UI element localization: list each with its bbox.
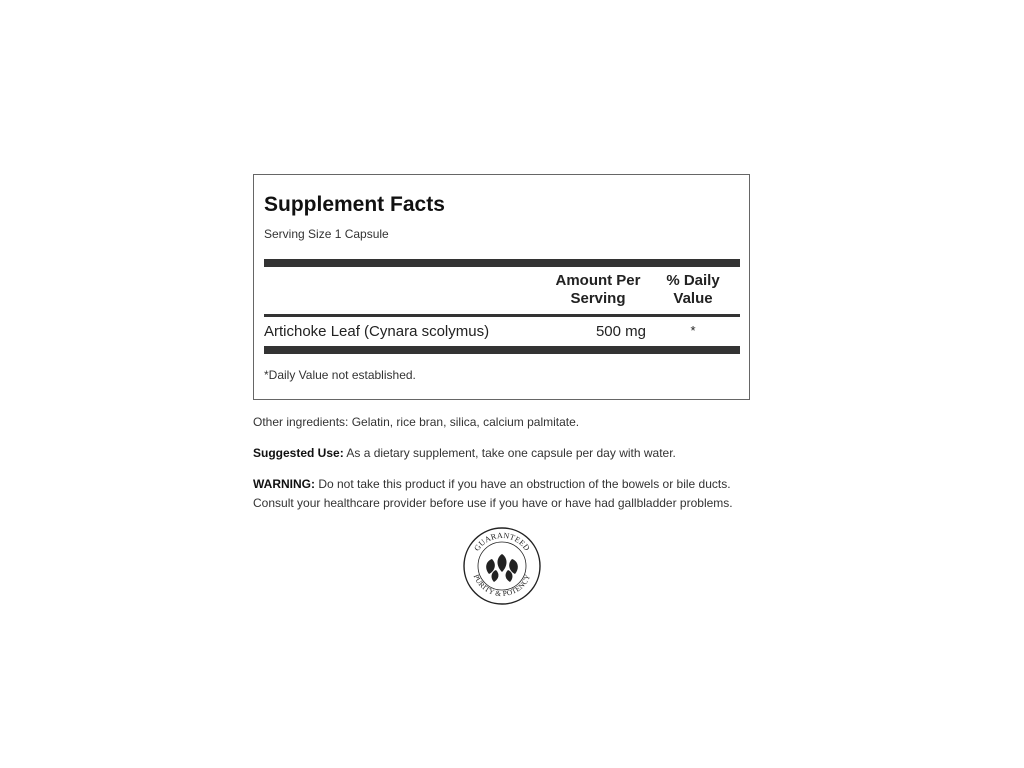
other-ingredients: Other ingredients: Gelatin, rice bran, silica, calcium palmitate.	[253, 415, 580, 429]
daily-value-footnote: *Daily Value not established.	[264, 368, 416, 382]
warning-text-line2: Consult your healthcare provider before use if you have or have had gallbladder problems.	[253, 496, 733, 510]
suggested-use-text: As a dietary supplement, take one capsule per day with water.	[343, 446, 676, 460]
suggested-use-label: Suggested Use:	[253, 446, 344, 460]
daily-value-header	[658, 272, 728, 308]
svg-text:PURITY & POTENCY	[472, 573, 533, 599]
amount-header-line1: Amount Per	[555, 272, 641, 289]
amount-header-line2: Serving	[570, 290, 626, 307]
amount-per-serving-header	[550, 272, 646, 308]
daily-header-line1: % Daily	[666, 272, 720, 289]
supplement-facts-panel	[253, 174, 750, 400]
seal-top-text: GUARANTEED	[472, 530, 532, 553]
warning-label: WARNING:	[253, 477, 315, 491]
warning-text-line1: Do not take this product if you have an obstruction of the bowels or bile ducts.	[315, 477, 731, 491]
leaves-seal-icon	[462, 526, 542, 606]
serving-size: Serving Size 1 Capsule	[264, 227, 389, 241]
header-divider	[264, 314, 740, 317]
top-divider-bar	[264, 259, 740, 267]
facts-title: Supplement Facts	[264, 193, 445, 216]
seal-bottom-text: PURITY & POTENCY	[471, 572, 533, 599]
bottom-divider-bar	[264, 346, 740, 354]
daily-header-line2: Value	[673, 290, 713, 307]
ingredient-amount: 500 mg	[595, 323, 646, 340]
suggested-use	[253, 444, 676, 463]
ingredient-daily-value: *	[690, 323, 696, 338]
warning	[253, 475, 733, 513]
leaves-icon	[486, 554, 518, 582]
ingredient-name: Artichoke Leaf (Cynara scolymus)	[264, 323, 490, 340]
